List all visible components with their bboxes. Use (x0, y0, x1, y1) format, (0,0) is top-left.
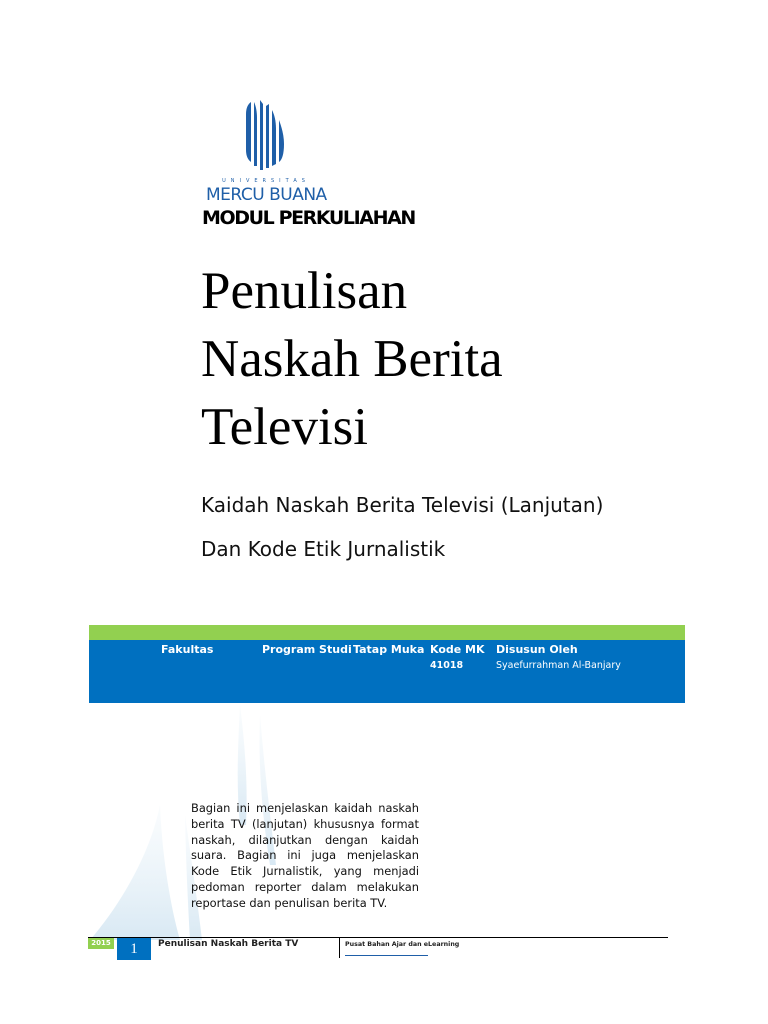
header-program-studi: Program Studi (262, 643, 352, 656)
header-fakultas: Fakultas (161, 643, 214, 656)
footer-year: 2015 (88, 938, 114, 949)
document-title (201, 257, 681, 461)
value-disusun-oleh: Syaefurrahman Al-Banjary (496, 660, 621, 671)
footer-divider (88, 937, 668, 938)
title-line: Naskah Berita (201, 330, 503, 388)
abstract-text: Bagian ini menjelaskan kaidah naskah berita TV (lanjutan) khususnya format naskah, dilanjutkan dengan kaidah suara. Bagian ini juga menjelaskan Kode Etik Jurnalistik, yang menjadi pedoman reporter dalam melakukan reportase dan penulisan berita TV. (191, 801, 419, 910)
subtitle-line-2: Dan Kode Etik Jurnalistik (201, 537, 446, 561)
header-disusun-oleh: Disusun Oleh (496, 643, 578, 656)
header-kode-mk: Kode MK (430, 643, 485, 656)
footer-title: Penulisan Naskah Berita TV (158, 939, 299, 949)
footer-separator (339, 938, 340, 958)
title-line: Penulisan (201, 262, 408, 320)
logo-university-text: UNIVERSITAS (222, 178, 310, 184)
module-heading: MODUL PERKULIAHAN (202, 207, 415, 229)
footer-link-underline (345, 955, 428, 956)
header-tatap-muka: Tatap Muka (353, 643, 425, 656)
logo-name: MERCU BUANA (206, 185, 327, 205)
page-number: 1 (117, 938, 151, 960)
mercu-buana-emblem-icon (244, 100, 288, 172)
footer-pusat: Pusat Bahan Ajar dan eLearning (345, 941, 460, 948)
value-kode-mk: 41018 (430, 660, 464, 671)
subtitle-line-1: Kaidah Naskah Berita Televisi (Lanjutan) (201, 493, 604, 517)
title-line: Televisi (201, 398, 369, 456)
green-header-bar (89, 625, 685, 640)
